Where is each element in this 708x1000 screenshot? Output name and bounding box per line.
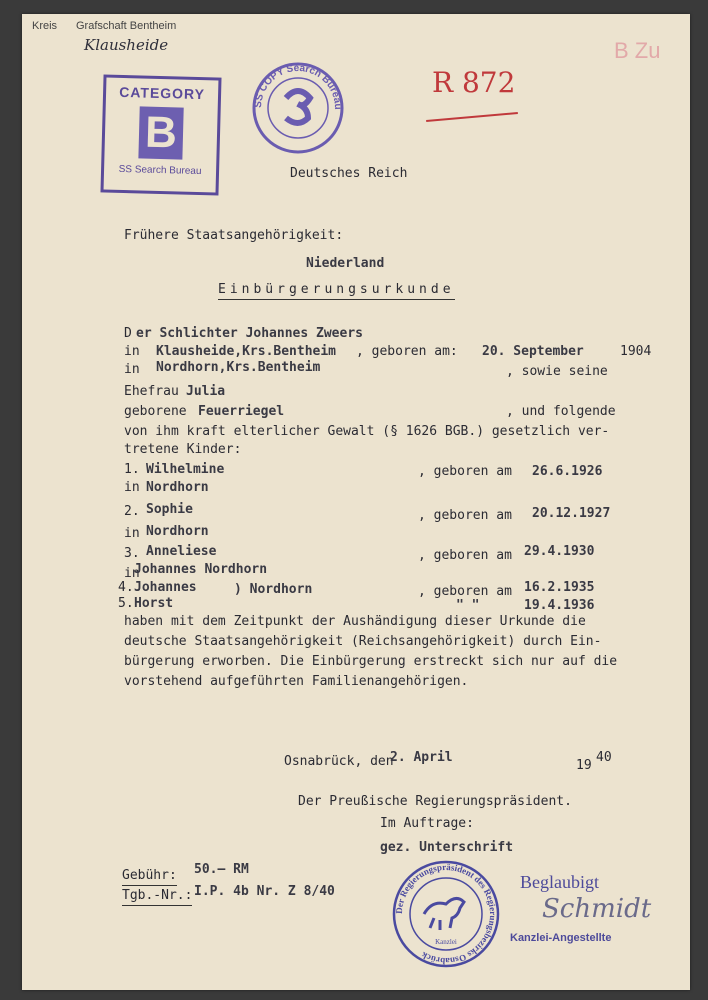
child-1-num: 1. bbox=[124, 462, 140, 477]
document-sheet bbox=[22, 14, 690, 990]
born-year: 1904 bbox=[620, 344, 652, 359]
child-1-born: , geboren am bbox=[418, 464, 512, 479]
line3-in: in bbox=[124, 362, 140, 377]
line1-prefix: D bbox=[124, 326, 132, 341]
child-2-num: 2. bbox=[124, 504, 140, 519]
authority: Der Preußische Regierungspräsident. bbox=[298, 794, 572, 809]
former-citizenship-value: Niederland bbox=[306, 256, 385, 271]
child-3-place: Johannes Nordhorn bbox=[134, 562, 268, 577]
child-1-date: 26.6.1926 bbox=[532, 464, 603, 479]
issue-date: 2. April bbox=[390, 750, 453, 765]
stamp-category-letter: B bbox=[138, 106, 183, 159]
seal-text: Der Regierungspräsident des Regierungsbezirks Osnabrück bbox=[393, 861, 499, 967]
header-county: Grafschaft Bentheim bbox=[76, 20, 177, 32]
child-3-in: in bbox=[124, 566, 140, 581]
child-5-num: 5. bbox=[118, 596, 134, 611]
im-auftrage: Im Auftrage: bbox=[380, 816, 474, 831]
document-title: Einbürgerungsurkunde bbox=[218, 282, 455, 300]
born-date: 20. September bbox=[482, 344, 584, 359]
child-1-name: Wilhelmine bbox=[146, 462, 225, 477]
svg-text:SS COPY Search Bureau bbox=[253, 63, 343, 110]
child-3-born: , geboren am bbox=[418, 548, 512, 563]
year-prefix: 19 bbox=[576, 758, 592, 773]
born-label: , geboren am: bbox=[356, 344, 458, 359]
category-stamp bbox=[100, 74, 221, 195]
legal-line-1: von ihm kraft elterlicher Gewalt (§ 1626 BGB.) gesetzlich ver- bbox=[124, 424, 610, 439]
stamp-category-title: CATEGORY bbox=[119, 83, 206, 103]
red-underline bbox=[426, 112, 518, 122]
certifier-office: Kanzlei-Angestellte bbox=[510, 932, 612, 944]
official-seal bbox=[390, 858, 502, 970]
child-1-place: Nordhorn bbox=[146, 480, 209, 495]
wife-maiden-name: Feuerriegel bbox=[198, 404, 285, 419]
child-4-born: , geboren am bbox=[418, 584, 512, 599]
child-2-name: Sophie bbox=[146, 502, 193, 517]
body-line-3: bürgerung erworben. Die Einbürgerung erstreckt sich nur auf die bbox=[124, 654, 618, 669]
body-line-2: deutsche Staatsangehörigkeit (Reichsangehörigkeit) durch Ein- bbox=[124, 634, 602, 649]
und-folgende: , und folgende bbox=[506, 404, 616, 419]
wife-name: Julia bbox=[186, 384, 226, 399]
handwritten-place: Klausheide bbox=[84, 36, 169, 54]
tgb-label: Tgb.-Nr.: bbox=[122, 888, 192, 906]
state-heading: Deutsches Reich bbox=[290, 166, 408, 181]
child-2-date: 20.12.1927 bbox=[532, 506, 611, 521]
wife-label: Ehefrau bbox=[124, 384, 179, 399]
child-4-num: 4. bbox=[118, 580, 134, 595]
body-line-4: vorstehend aufgeführten Familienangehörigen. bbox=[124, 674, 469, 689]
stamp-bureau: SS Search Bureau bbox=[118, 163, 202, 178]
header-kreis: Kreis bbox=[32, 20, 58, 32]
fee-label: Gebühr: bbox=[122, 868, 177, 886]
child-2-in: in bbox=[124, 526, 140, 541]
former-citizenship-label: Frühere Staatsangehörigkeit: bbox=[124, 228, 344, 243]
reference-code: R 872 bbox=[432, 66, 516, 99]
residence: Nordhorn,Krs.Bentheim bbox=[156, 360, 321, 375]
applicant-name: er Schlichter Johannes Zweers bbox=[136, 326, 363, 341]
child-5-ditto: " " bbox=[456, 598, 480, 613]
child-5-name: Horst bbox=[134, 596, 174, 611]
child-3-name: Anneliese bbox=[146, 544, 217, 559]
sowie-seine: , sowie seine bbox=[506, 364, 608, 379]
child-4-name: Johannes bbox=[134, 580, 197, 595]
tgb-value: I.P. 4b Nr. Z 8/40 bbox=[194, 884, 335, 899]
legal-line-2: tretene Kinder: bbox=[124, 442, 242, 457]
body-line-1: haben mit dem Zeitpunkt der Aushändigung dieser Urkunde die bbox=[124, 614, 586, 629]
fee-value: 50.— RM bbox=[194, 862, 249, 877]
birthplace: Klausheide,Krs.Bentheim bbox=[156, 344, 337, 359]
child-2-place: Nordhorn bbox=[146, 524, 209, 539]
seal-center: Kanzlei bbox=[435, 938, 457, 946]
child-3-date: 29.4.1930 bbox=[524, 544, 595, 559]
place-date-label: Osnabrück, den bbox=[284, 754, 394, 769]
corner-mark: B Zu bbox=[614, 38, 661, 63]
signature-line: gez. Unterschrift bbox=[380, 840, 514, 855]
certified-label: Beglaubigt bbox=[520, 872, 599, 892]
child-5-date: 19.4.1936 bbox=[524, 598, 595, 613]
child-3-num: 3. bbox=[124, 546, 140, 561]
line2-in: in bbox=[124, 344, 140, 359]
wife-born-label: geborene bbox=[124, 404, 187, 419]
year-suffix: 40 bbox=[596, 750, 612, 765]
child-4-place: ) Nordhorn bbox=[234, 582, 313, 597]
copy-stamp bbox=[250, 60, 346, 156]
certifier-signature: Schmidt bbox=[542, 894, 652, 924]
child-1-in: in bbox=[124, 480, 140, 495]
copy-stamp-text: SS COPY Search Bureau bbox=[252, 62, 344, 110]
child-2-born: , geboren am bbox=[418, 508, 512, 523]
child-4-date: 16.2.1935 bbox=[524, 580, 595, 595]
